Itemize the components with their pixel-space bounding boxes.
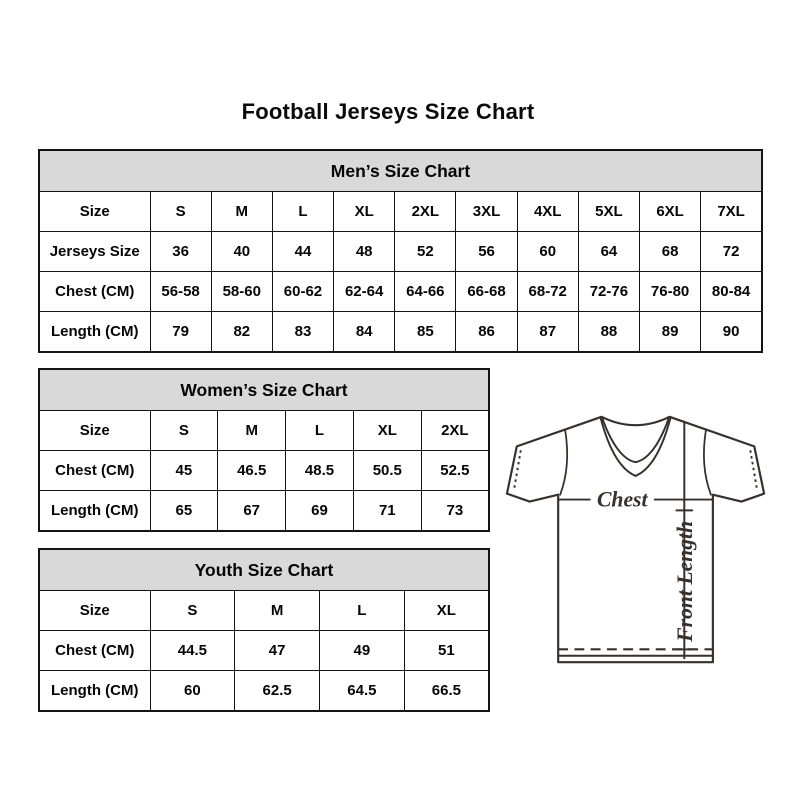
size-cell: 80-84 xyxy=(701,272,762,312)
size-cell: L xyxy=(286,411,354,451)
size-cell: 68 xyxy=(640,232,701,272)
row-header: Size xyxy=(39,192,150,232)
size-cell: 86 xyxy=(456,312,517,353)
size-cell: 90 xyxy=(701,312,762,353)
size-cell: L xyxy=(320,591,405,631)
size-cell: 76-80 xyxy=(640,272,701,312)
jersey-diagram-svg xyxy=(504,404,772,672)
row-header: Size xyxy=(39,411,150,451)
size-cell: 48.5 xyxy=(286,451,354,491)
size-cell: 85 xyxy=(395,312,456,353)
page-title: Football Jerseys Size Chart xyxy=(241,99,535,124)
womens-table xyxy=(38,368,490,532)
table-title: Youth Size Chart xyxy=(39,549,489,591)
size-cell: 40 xyxy=(211,232,272,272)
size-cell: 51 xyxy=(404,631,489,671)
size-cell: 73 xyxy=(421,491,489,532)
size-cell: 2XL xyxy=(421,411,489,451)
row-header: Length (CM) xyxy=(39,491,150,532)
youth-table xyxy=(38,548,490,712)
size-cell: L xyxy=(272,192,333,232)
size-cell: M xyxy=(211,192,272,232)
table-title: Women’s Size Chart xyxy=(39,369,489,411)
size-cell: 60 xyxy=(517,232,578,272)
row-header: Jerseys Size xyxy=(39,232,150,272)
size-cell: 3XL xyxy=(456,192,517,232)
size-cell: 89 xyxy=(640,312,701,353)
size-cell: 52.5 xyxy=(421,451,489,491)
row-header: Length (CM) xyxy=(39,312,150,353)
jersey-outline xyxy=(507,417,764,662)
chest-label: Chest xyxy=(596,487,648,512)
size-cell: 72-76 xyxy=(578,272,639,312)
table-row xyxy=(39,491,489,532)
size-cell: S xyxy=(150,411,218,451)
size-cell: 36 xyxy=(150,232,211,272)
size-cell: 44 xyxy=(272,232,333,272)
size-cell: 45 xyxy=(150,451,218,491)
size-cell: 4XL xyxy=(517,192,578,232)
size-cell: S xyxy=(150,192,211,232)
table-row xyxy=(39,591,489,631)
table-row xyxy=(39,192,762,232)
table-row xyxy=(39,631,489,671)
size-cell: 62-64 xyxy=(334,272,395,312)
size-cell: 60-62 xyxy=(272,272,333,312)
size-cell: 64 xyxy=(578,232,639,272)
size-cell: 56-58 xyxy=(150,272,211,312)
womens-size-chart xyxy=(38,368,490,532)
row-header: Chest (CM) xyxy=(39,272,150,312)
size-cell: 49 xyxy=(320,631,405,671)
size-cell: 64.5 xyxy=(320,671,405,712)
row-header: Size xyxy=(39,591,150,631)
table-row xyxy=(39,451,489,491)
size-cell: 44.5 xyxy=(150,631,235,671)
size-cell: 46.5 xyxy=(218,451,286,491)
size-cell: 83 xyxy=(272,312,333,353)
size-cell: 58-60 xyxy=(211,272,272,312)
size-cell: 7XL xyxy=(701,192,762,232)
mens-size-chart xyxy=(38,149,763,353)
size-cell: 65 xyxy=(150,491,218,532)
row-header: Length (CM) xyxy=(39,671,150,712)
size-cell: 62.5 xyxy=(235,671,320,712)
mens-table xyxy=(38,149,763,353)
size-cell: 64-66 xyxy=(395,272,456,312)
size-cell: 48 xyxy=(334,232,395,272)
table-row xyxy=(39,312,762,353)
size-cell: M xyxy=(235,591,320,631)
front-length-label: Front Length xyxy=(673,520,698,642)
size-cell: 69 xyxy=(286,491,354,532)
size-cell: 66.5 xyxy=(404,671,489,712)
size-cell: 47 xyxy=(235,631,320,671)
table-row xyxy=(39,411,489,451)
size-cell: 2XL xyxy=(395,192,456,232)
table-row xyxy=(39,272,762,312)
size-cell: 60 xyxy=(150,671,235,712)
size-cell: 71 xyxy=(353,491,421,532)
size-cell: 50.5 xyxy=(353,451,421,491)
size-cell: 52 xyxy=(395,232,456,272)
size-cell: 68-72 xyxy=(517,272,578,312)
table-title: Men’s Size Chart xyxy=(39,150,762,192)
size-cell: 79 xyxy=(150,312,211,353)
size-cell: 87 xyxy=(517,312,578,353)
size-cell: M xyxy=(218,411,286,451)
jersey-measurement-diagram xyxy=(504,404,772,672)
size-cell: XL xyxy=(353,411,421,451)
size-cell: S xyxy=(150,591,235,631)
size-cell: 5XL xyxy=(578,192,639,232)
size-cell: XL xyxy=(334,192,395,232)
size-cell: 67 xyxy=(218,491,286,532)
size-cell: 56 xyxy=(456,232,517,272)
size-cell: 84 xyxy=(334,312,395,353)
size-cell: 88 xyxy=(578,312,639,353)
row-header: Chest (CM) xyxy=(39,451,150,491)
size-cell: XL xyxy=(404,591,489,631)
table-row xyxy=(39,232,762,272)
size-cell: 66-68 xyxy=(456,272,517,312)
youth-size-chart xyxy=(38,548,490,712)
size-cell: 6XL xyxy=(640,192,701,232)
size-cell: 82 xyxy=(211,312,272,353)
row-header: Chest (CM) xyxy=(39,631,150,671)
table-row xyxy=(39,671,489,712)
size-cell: 72 xyxy=(701,232,762,272)
